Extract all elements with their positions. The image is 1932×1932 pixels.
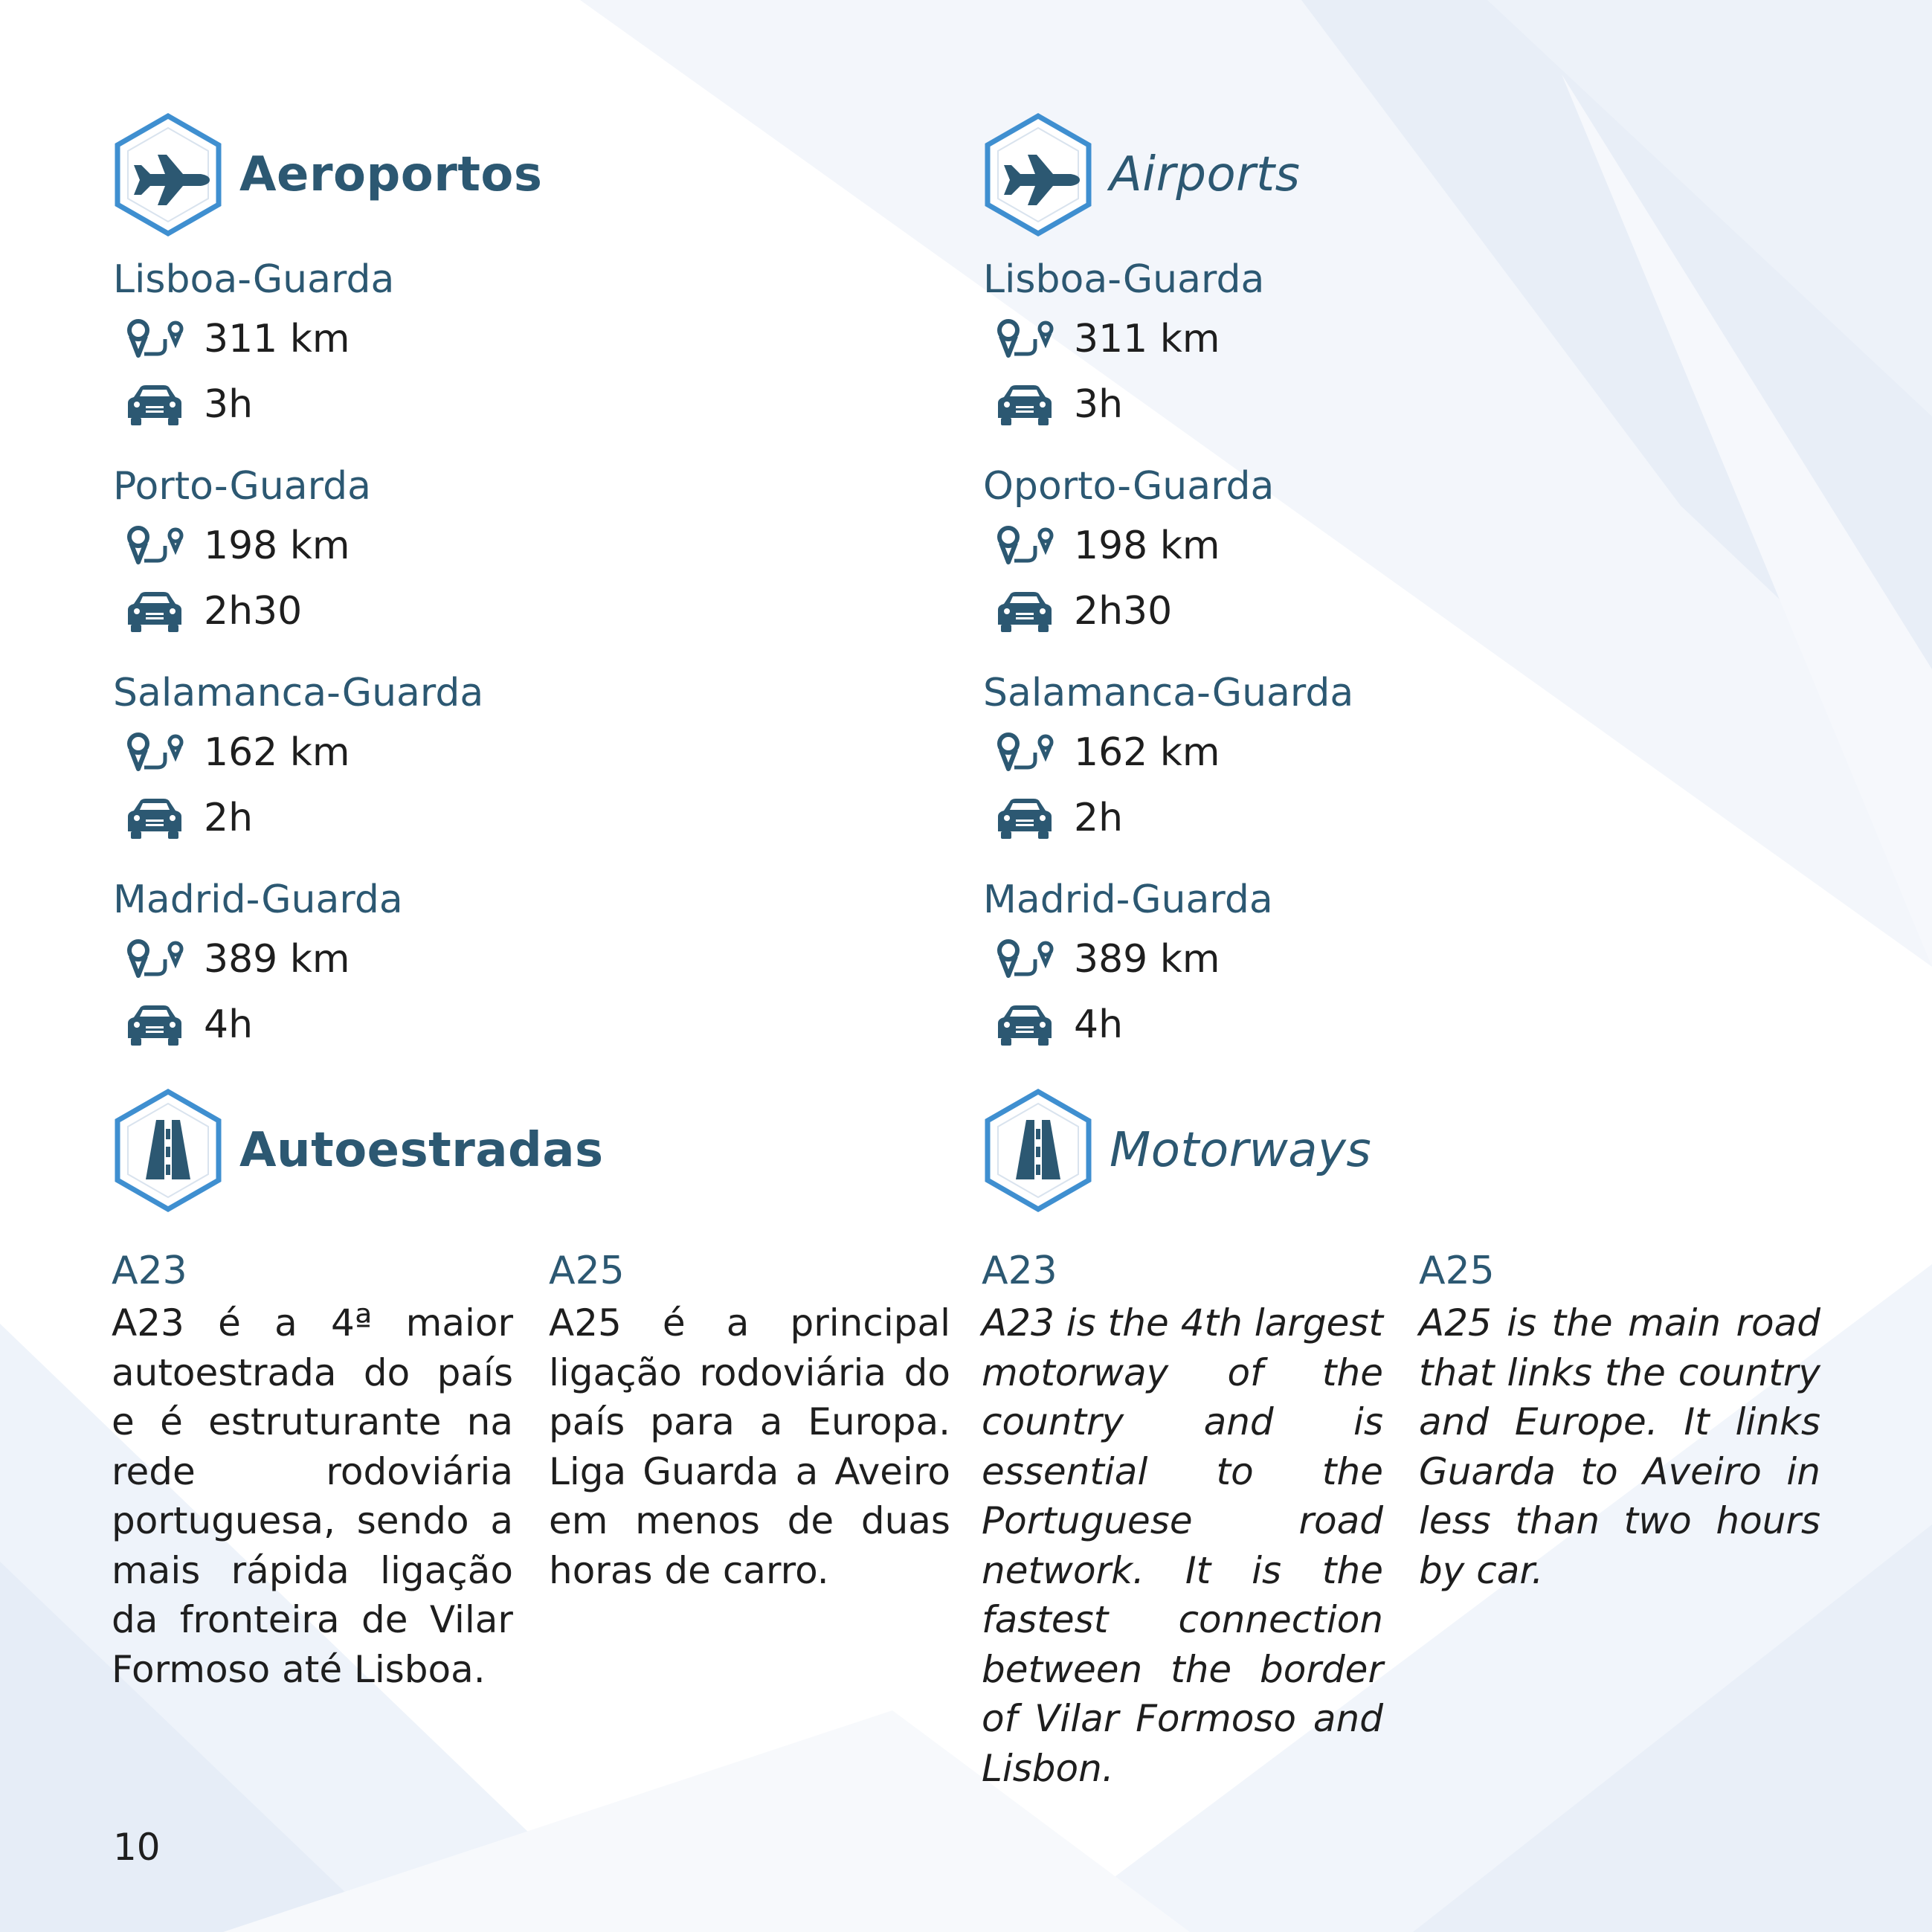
time-value: 2h (204, 796, 254, 840)
route-time (125, 579, 967, 644)
car-icon (995, 796, 1054, 840)
route-distance (125, 306, 967, 372)
route-distance (125, 720, 967, 785)
route-name: Salamanca-Guarda (983, 671, 1354, 715)
route-item (112, 666, 967, 851)
english-column (982, 112, 1837, 1793)
route-name: Salamanca-Guarda (113, 671, 484, 715)
airplane-icon (982, 112, 1095, 238)
motorways-list (112, 1243, 967, 1694)
airplane-icon (112, 112, 225, 238)
route-pin-icon (995, 524, 1054, 568)
route-item (112, 460, 967, 644)
motorway-a25 (549, 1243, 950, 1694)
route-time (125, 992, 967, 1057)
motorways-title: Autoestradas (239, 1123, 604, 1178)
distance-value: 311 km (204, 317, 350, 361)
motorway-description: A23 is the 4th largest motorway of the country and is essential to the Portuguese road network. It is the fastest connection between the border of Vilar Formoso and Lisbon. (982, 1301, 1383, 1790)
route-time (125, 785, 967, 851)
time-value: 4h (1074, 1002, 1124, 1047)
route-item (982, 460, 1837, 644)
route-name: Oporto-Guarda (983, 464, 1275, 509)
motorway-code: A23 (982, 1249, 1057, 1293)
distance-value: 162 km (204, 730, 350, 775)
time-value: 3h (1074, 382, 1124, 427)
distance-value: 311 km (1074, 317, 1220, 361)
route-time (995, 992, 1837, 1057)
time-value: 2h30 (1074, 589, 1173, 634)
motorways-list (982, 1243, 1837, 1793)
route-pin-icon (125, 524, 184, 568)
distance-value: 389 km (204, 937, 350, 982)
motorway-a23 (982, 1243, 1383, 1793)
motorway-a25 (1419, 1243, 1820, 1793)
motorway-code: A23 (112, 1249, 187, 1293)
airports-title: Airports (1110, 147, 1301, 202)
route-time (995, 785, 1837, 851)
route-distance (995, 306, 1837, 372)
time-value: 2h30 (204, 589, 303, 634)
airports-title: Aeroportos (239, 147, 543, 202)
route-name: Madrid-Guarda (983, 878, 1273, 922)
road-icon (982, 1087, 1095, 1214)
route-name: Porto-Guarda (113, 464, 371, 509)
distance-value: 389 km (1074, 937, 1220, 982)
route-item (112, 253, 967, 437)
motorways-header (982, 1087, 1837, 1214)
route-name: Lisboa-Guarda (113, 257, 395, 302)
car-icon (125, 382, 184, 427)
route-distance (995, 513, 1837, 579)
route-name: Madrid-Guarda (113, 878, 403, 922)
car-icon (995, 589, 1054, 634)
route-pin-icon (125, 730, 184, 775)
route-pin-icon (995, 937, 1054, 982)
route-pin-icon (995, 317, 1054, 361)
motorway-description: A25 is the main road that links the country and Europe. It links Guarda to Aveiro in less than two hours by car. (1419, 1301, 1820, 1592)
route-distance (995, 927, 1837, 992)
motorways-header (112, 1087, 967, 1214)
motorway-description: A23 é a 4ª maior autoestrada do país e é estruturante na rede rodoviária portuguesa, sendo a mais rápida ligação da fronteira de Vilar Formoso até Lisboa. (112, 1301, 513, 1691)
route-item (982, 666, 1837, 851)
motorway-a23 (112, 1243, 513, 1694)
route-item (982, 873, 1837, 1057)
route-pin-icon (125, 317, 184, 361)
motorways-title: Motorways (1110, 1123, 1372, 1178)
route-time (995, 579, 1837, 644)
route-item (112, 873, 967, 1057)
routes-list (982, 253, 1837, 1057)
portuguese-column (112, 112, 967, 1694)
time-value: 4h (204, 1002, 254, 1047)
page-number: 10 (113, 1826, 161, 1869)
route-time (125, 372, 967, 437)
airports-header (982, 112, 1837, 238)
routes-list (112, 253, 967, 1057)
route-name: Lisboa-Guarda (983, 257, 1265, 302)
road-icon (112, 1087, 225, 1214)
car-icon (995, 382, 1054, 427)
car-icon (125, 1002, 184, 1047)
motorway-description: A25 é a principal ligação rodoviária do país para a Europa. Liga Guarda a Aveiro em menos de duas horas de carro. (549, 1301, 950, 1592)
car-icon (125, 589, 184, 634)
time-value: 2h (1074, 796, 1124, 840)
motorway-code: A25 (549, 1249, 625, 1293)
distance-value: 198 km (204, 524, 350, 568)
airports-header (112, 112, 967, 238)
route-time (995, 372, 1837, 437)
route-distance (125, 513, 967, 579)
distance-value: 198 km (1074, 524, 1220, 568)
route-distance (995, 720, 1837, 785)
route-distance (125, 927, 967, 992)
car-icon (125, 796, 184, 840)
distance-value: 162 km (1074, 730, 1220, 775)
route-pin-icon (995, 730, 1054, 775)
motorway-code: A25 (1419, 1249, 1495, 1293)
route-item (982, 253, 1837, 437)
route-pin-icon (125, 937, 184, 982)
car-icon (995, 1002, 1054, 1047)
time-value: 3h (204, 382, 254, 427)
